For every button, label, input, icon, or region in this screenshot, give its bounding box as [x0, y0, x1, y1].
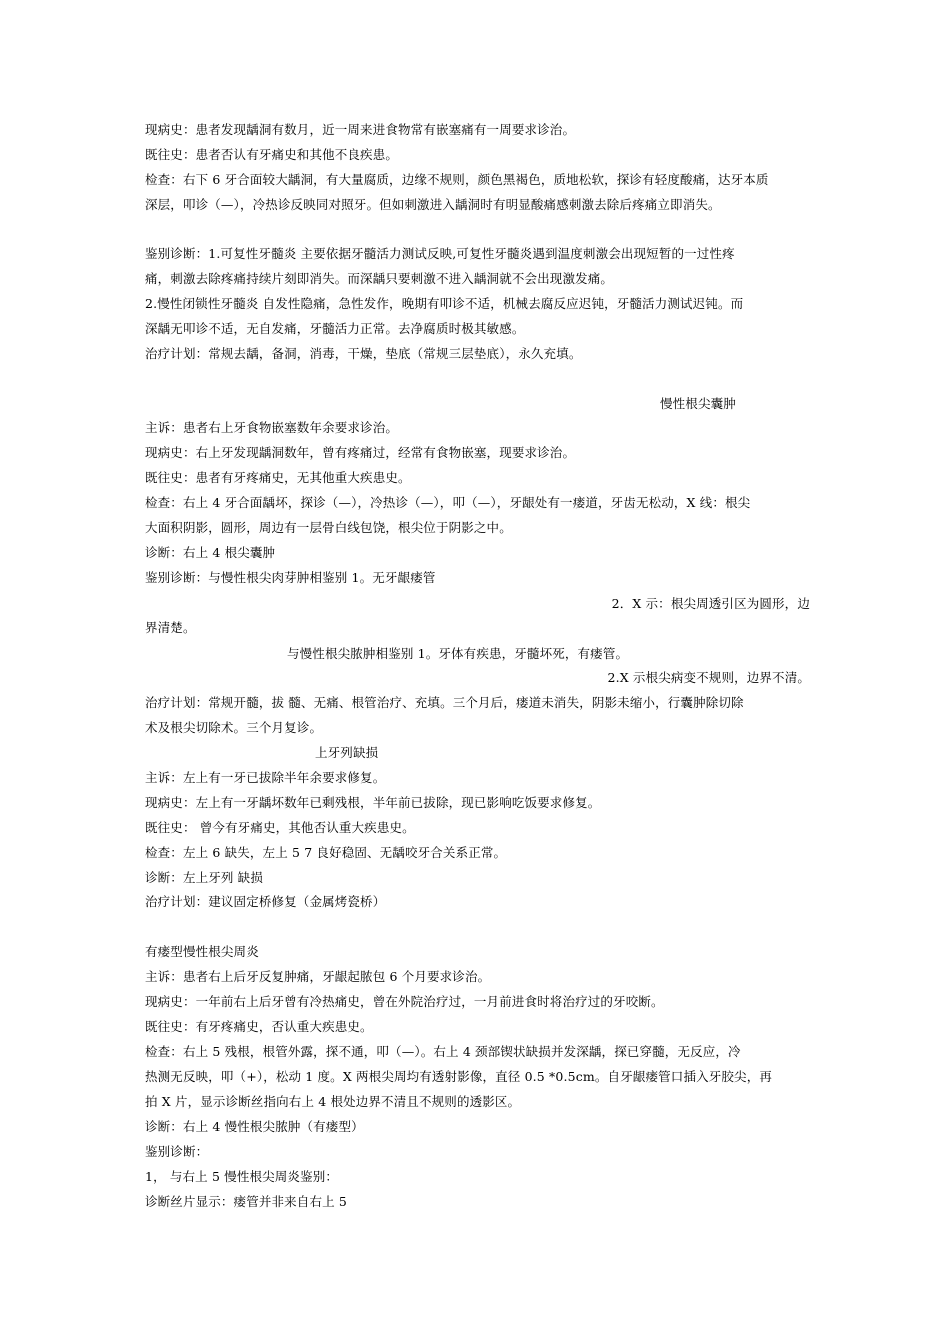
present-illness-4: 现病史：一年前右上后牙曾有冷热痛史，曾在外院治疗过，一月前进食时将治疗过的牙咬断。 [145, 994, 664, 1009]
diagnosis-3: 诊断：左上牙列 缺损 [145, 870, 263, 885]
examination-1a: 检查：右下 6 牙合面较大龋洞，有大量腐质，边缘不规则，颜色黑褐色，质地松软，探诊有轻度酸痛，达牙本质 [145, 172, 769, 187]
examination-4c: 拍 X 片，显示诊断丝指向右上 4 根处边界不清且不规则的透影区。 [145, 1094, 521, 1109]
section-title-dentition-defect: 上牙列缺损 [315, 745, 379, 760]
treatment-plan-1: 治疗计划：常规去龋，备洞，消毒，干燥，垫底（常规三层垫底），永久充填。 [145, 346, 582, 361]
chief-complaint-2: 主诉：患者右上牙食物嵌塞数年余要求诊治。 [145, 420, 399, 435]
examination-3: 检查：左上 6 缺失，左上 5 7 良好稳固、无龋咬牙合关系正常。 [145, 845, 507, 860]
diagnosis-2: 诊断：右上 4 根尖囊肿 [145, 545, 276, 560]
treatment-plan-3: 治疗计划：建议固定桥修复（金属烤瓷桥） [145, 894, 386, 909]
present-illness-3: 现病史：左上有一牙龋坏数年已剩残根，半年前已拔除，现已影响吃饭要求修复。 [145, 795, 601, 810]
treatment-plan-2b: 术及根尖切除术。三个月复诊。 [145, 720, 323, 735]
differential-2a: 鉴别诊断：与慢性根尖肉芽肿相鉴别 1。无牙龈瘘管 [145, 570, 436, 585]
examination-2b: 大面积阴影，圆形，周边有一层骨白线包饶，根尖位于阴影之中。 [145, 520, 512, 535]
chief-complaint-3: 主诉：左上有一牙已拔除半年余要求修复。 [145, 770, 386, 785]
past-history-1: 既往史：患者否认有牙痛史和其他不良疾患。 [145, 147, 399, 162]
section-title-apical-cyst: 慢性根尖囊肿 [660, 396, 736, 411]
treatment-plan-2a: 治疗计划：常规开髓，拔 髓、无痛、根管治疗、充填。三个月后，瘘道未消失，阴影未缩小，行囊肿除切除 [145, 695, 744, 710]
differential-2e: 2.X 示根尖病变不规则，边界不清。 [607, 670, 810, 685]
examination-4a: 检查：右上 5 残根，根管外露，探不通，叩（—）。右上 4 颈部锲状缺损并发深龋，探已穿髓，无反应，冷 [145, 1044, 741, 1059]
diagnosis-4: 诊断：右上 4 慢性根尖脓肿（有瘘型） [145, 1119, 364, 1134]
differential-4-item1-detail: 诊断丝片显示：瘘管并非来自右上 5 [145, 1194, 347, 1209]
section-title-fistula-periapical: 有瘘型慢性根尖周炎 [145, 944, 259, 959]
differential-1b: 痛，刺激去除疼痛持续片刻即消失。而深龋只要刺激不进入龋洞就不会出现激发痛。 [145, 271, 614, 286]
differential-1d: 深龋无叩诊不适，无自发痛，牙髓活力正常。去净腐质时极其敏感。 [145, 321, 525, 336]
chief-complaint-4: 主诉：患者右上后牙反复肿痛，牙龈起脓包 6 个月要求诊治。 [145, 969, 491, 984]
examination-2a: 检查：右上 4 牙合面龋坏，探诊（—），冷热诊（—），叩（—），牙龈处有一瘘道，牙齿无松动，X 线：根尖 [145, 495, 751, 510]
differential-1c: 2.慢性闭锁性牙髓炎 自发性隐痛，急性发作，晚期有叩诊不适，机械去腐反应迟钝，牙髓活力测试迟钝。而 [145, 296, 744, 311]
differential-4-item1: 1， 与右上 5 慢性根尖周炎鉴别： [145, 1169, 339, 1184]
present-illness-2: 现病史：右上牙发现龋洞数年，曾有疼痛过，经常有食物嵌塞，现要求诊治。 [145, 445, 576, 460]
differential-2c: 界清楚。 [145, 620, 196, 635]
differential-2d: 与慢性根尖脓肿相鉴别 1。牙体有疾患，牙髓坏死，有瘘管。 [287, 646, 629, 661]
past-history-4: 既往史：有牙疼痛史，否认重大疾患史。 [145, 1019, 373, 1034]
present-illness-1: 现病史：患者发现龋洞有数月，近一周来进食物常有嵌塞痛有一周要求诊治。 [145, 122, 576, 137]
differential-1a: 鉴别诊断：1.可复性牙髓炎 主要依据牙髓活力测试反映,可复性牙髓炎遇到温度刺激会出现短暂的一过性疼 [145, 246, 735, 261]
past-history-3: 既往史： 曾今有牙痛史，其他否认重大疾患史。 [145, 820, 415, 835]
examination-4b: 热测无反映，叩（+），松动 1 度。X 两根尖周均有透射影像，直径 0.5 *0.5cm。自牙龈瘘管口插入牙胶尖，再 [145, 1069, 773, 1084]
differential-4-heading: 鉴别诊断： [145, 1144, 209, 1159]
past-history-2: 既往史：患者有牙疼痛史，无其他重大疾患史。 [145, 470, 411, 485]
differential-2b: 2．X 示：根尖周透引区为圆形，边 [611, 596, 810, 611]
examination-1b: 深层，叩诊（—），冷热诊反映同对照牙。但如刺激进入龋洞时有明显酸痛感刺激去除后疼痛立即消失。 [145, 197, 721, 212]
